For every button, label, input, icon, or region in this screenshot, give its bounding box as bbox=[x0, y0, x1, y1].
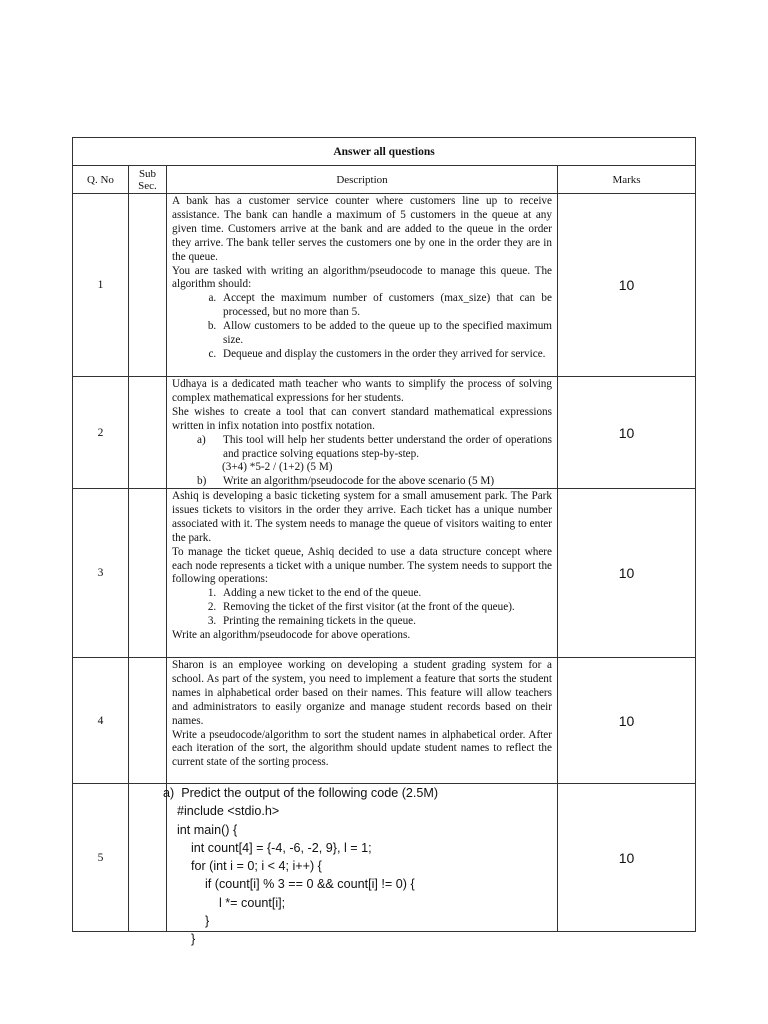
sub-section-cell bbox=[129, 489, 167, 658]
description-cell bbox=[167, 489, 558, 658]
sub-section-cell bbox=[129, 658, 167, 784]
requirement-list bbox=[172, 292, 552, 362]
description-cell bbox=[167, 658, 558, 784]
list-item: c. Dequeue and display the customers in the order they arrived for service. bbox=[219, 348, 552, 362]
table-row bbox=[73, 658, 696, 784]
description-cell bbox=[167, 377, 558, 489]
list-item bbox=[197, 434, 552, 462]
code-line: if (count[i] % 3 == 0 && count[i] != 0) { bbox=[163, 877, 415, 892]
list-item: 3. Printing the remaining tickets in the queue. bbox=[219, 615, 552, 629]
title-row bbox=[73, 138, 696, 166]
list-item: 2. Removing the ticket of the first visitor (at the front of the queue). bbox=[219, 601, 552, 615]
question-number: 2 bbox=[73, 377, 129, 489]
code-line: l *= count[i]; bbox=[163, 895, 286, 910]
header-row bbox=[73, 166, 696, 194]
question-number: 5 bbox=[73, 784, 129, 932]
description-paragraph: You are tasked with writing an algorithm/pseudocode to manage this queue. The algorithm should: bbox=[172, 264, 552, 291]
description-paragraph: A bank has a customer service counter where customers line up to receive assistance. The bank can handle a maximum of 5 customers in the queue at any given time. Customers arrive at the bank and are added to the queue in the order they arrive. The bank teller serves the customers one by one in the order they are in the queue. bbox=[172, 195, 552, 263]
code-line: #include <stdio.h> bbox=[163, 804, 280, 819]
code-line: int count[4] = {-4, -6, -2, 9}, l = 1; bbox=[163, 840, 372, 855]
description-cell bbox=[163, 784, 558, 947]
description-paragraph: Sharon is an employee working on developing a student grading system for a school. As part of the system, you need to implement a feature that sorts the student names in alphabetical order based on their names. This feature will allow teachers and administrators to easily organize and manage student records based on their names. bbox=[172, 659, 552, 727]
header-qno: Q. No bbox=[73, 166, 129, 194]
list-item: 1. Adding a new ticket to the end of the queue. bbox=[219, 587, 552, 601]
list-item: a. Accept the maximum number of customers (max_size) that can be processed, but no more than 5. bbox=[219, 292, 552, 320]
table-row bbox=[73, 489, 696, 658]
marks-value: 10 bbox=[558, 489, 696, 658]
code-line: for (int i = 0; i < 4; i++) { bbox=[163, 859, 322, 874]
table-row bbox=[73, 377, 696, 489]
description-paragraph: Write a pseudocode/algorithm to sort the student names in alphabetical order. After each iteration of the sort, the algorithm should update student names to reflect the current state of the sorting process. bbox=[172, 728, 552, 769]
code-text bbox=[163, 784, 438, 949]
code-line: } bbox=[163, 932, 196, 947]
operation-list bbox=[172, 587, 552, 629]
question-number: 4 bbox=[73, 658, 129, 784]
table-title: Answer all questions bbox=[73, 138, 696, 166]
sub-section-cell bbox=[129, 784, 167, 932]
marks-value: 10 bbox=[558, 377, 696, 489]
code-line: } bbox=[163, 914, 210, 929]
header-marks: Marks bbox=[558, 166, 696, 194]
list-marker: b) bbox=[197, 475, 207, 488]
code-block bbox=[163, 784, 557, 947]
question-number: 1 bbox=[73, 194, 129, 377]
sub-section-cell bbox=[129, 377, 167, 489]
header-subsec: Sub Sec. bbox=[129, 166, 167, 194]
marks-value: 10 bbox=[558, 658, 696, 784]
list-item-text: This tool will help her students better understand the order of operations and practice solving equations step-by-step. bbox=[223, 433, 552, 460]
marks-value: 10 bbox=[558, 194, 696, 377]
table-row bbox=[73, 194, 696, 377]
header-description: Description bbox=[167, 166, 558, 194]
list-item bbox=[197, 475, 552, 489]
table-row bbox=[73, 784, 696, 932]
expression-text: (3+4) *5-2 / (1+2) (5 M) bbox=[222, 461, 333, 474]
description-paragraph: Udhaya is a dedicated math teacher who wants to simplify the process of solving complex mathematical expressions for her students. bbox=[172, 378, 552, 404]
description-cell bbox=[167, 194, 558, 377]
marks-value: 10 bbox=[558, 784, 696, 932]
sub-section-cell bbox=[129, 194, 167, 377]
list-item-text: Write an algorithm/pseudocode for the above scenario (5 M) bbox=[223, 475, 495, 488]
description-paragraph: She wishes to create a tool that can convert standard mathematical expressions written in infix notation into postfix notation. bbox=[172, 405, 552, 432]
question-table bbox=[72, 137, 696, 947]
description-paragraph: Ashiq is developing a basic ticketing system for a small amusement park. The Park issues tickets to visitors in the order they arrive. Each ticket has a unique number associated with it. The system needs to manage the queue of visitors waiting to enter the park. bbox=[172, 490, 552, 544]
description-paragraph: Write an algorithm/pseudocode for above operations. bbox=[172, 629, 411, 642]
question-number: 3 bbox=[73, 489, 129, 658]
code-line: a) Predict the output of the following code (2.5M) bbox=[163, 786, 439, 800]
list-item: b. Allow customers to be added to the queue up to the specified maximum size. bbox=[219, 320, 552, 348]
description-paragraph: To manage the ticket queue, Ashiq decided to use a data structure concept where each node represents a ticket with a unique number. The system needs to support the following operations: bbox=[172, 545, 552, 586]
list-marker: a) bbox=[197, 433, 206, 446]
task-list bbox=[172, 434, 552, 462]
task-list bbox=[172, 475, 552, 489]
code-line: int main() { bbox=[163, 822, 238, 837]
